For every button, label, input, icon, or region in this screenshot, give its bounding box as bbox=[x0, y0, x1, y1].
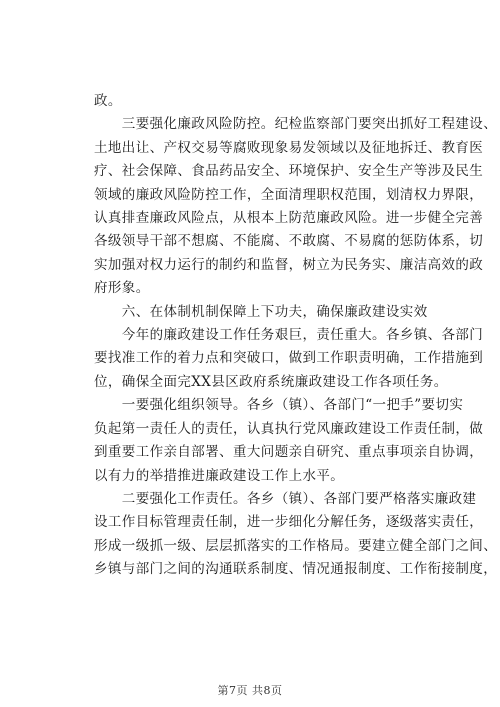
text-line: 二要强化工作责任。各乡（镇）、各部门要严格落实廉政建 bbox=[94, 490, 477, 507]
text-line: 领域的廉政风险防控工作，全面清理职权范围，划清权力界限， bbox=[94, 186, 484, 203]
paragraph-leadership bbox=[94, 394, 484, 488]
paragraph-tasks bbox=[94, 324, 484, 394]
text-line: 实加强对权力运行的制约和监督，树立为民务实、廉洁高效的政 bbox=[94, 256, 484, 273]
text-line: 负起第一责任人的责任，认真执行党风廉政建设工作责任制，做 bbox=[94, 420, 484, 437]
text-line: 六、在体制机制保障上下功夫，确保廉政建设实效 bbox=[94, 303, 428, 320]
text-line: 设工作目标管理责任制，进一步细化分解任务，逐级落实责任， bbox=[94, 514, 484, 531]
paragraph-fragment bbox=[94, 90, 412, 113]
page-number-footer: 第7页 共8页 bbox=[217, 684, 283, 697]
text-line: 认真排查廉政风险点，从根本上防范廉政风险。进一步健全完善 bbox=[94, 210, 484, 227]
text-line: 府形象。 bbox=[94, 280, 150, 297]
text-line: 乡镇与部门之间的沟通联系制度、情况通报制度、工作衔接制度， bbox=[94, 561, 498, 578]
section-heading bbox=[94, 301, 428, 324]
text-line: 政。 bbox=[94, 93, 122, 109]
paragraph-responsibility bbox=[94, 488, 498, 582]
text-line: 各级领导干部不想腐、不能腐、不敢腐、不易腐的惩防体系，切 bbox=[94, 233, 484, 250]
text-line: 一要强化组织领导。各乡（镇）、各部门“一把手”要切实 bbox=[94, 397, 464, 414]
text-line: 土地出让、产权交易等腐败现象易发领域以及征地拆迁、教育医 bbox=[94, 139, 484, 156]
text-line: 今年的廉政建设工作任务艰巨，责任重大。各乡镇、各部门 bbox=[94, 327, 484, 344]
text-line: 形成一级抓一级、层层抓落实的工作格局。要建立健全部门之间、 bbox=[94, 537, 498, 554]
document-body bbox=[94, 90, 498, 582]
text-line: 以有力的举措推进廉政建设工作上水平。 bbox=[94, 467, 345, 484]
text-line: 三要强化廉政风险防控。纪检监察部门要突出抓好工程建设、 bbox=[94, 116, 498, 133]
text-line: 位，确保全面完XX县区政府系统廉政建设工作各项任务。 bbox=[94, 373, 448, 390]
text-line: 到重要工作亲自部署、重大问题亲自研究、重点事项亲自协调， bbox=[94, 444, 484, 461]
paragraph-risk-control bbox=[94, 113, 498, 300]
text-line: 疗、社会保障、食品药品安全、环境保护、安全生产等涉及民生 bbox=[94, 163, 484, 180]
text-line: 要找准工作的着力点和突破口，做到工作职责明确，工作措施到 bbox=[94, 350, 484, 367]
